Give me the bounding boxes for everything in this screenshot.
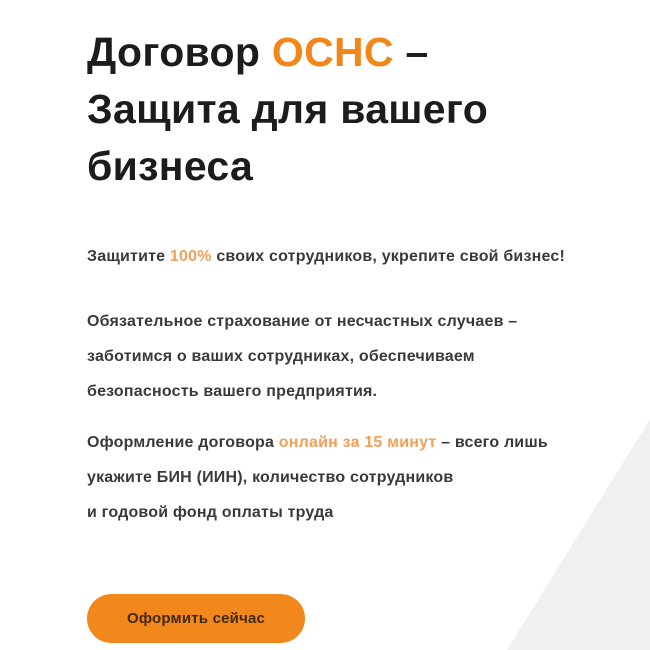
process-line-1 bbox=[87, 425, 607, 460]
intro-text-post: своих сотрудников, укрепите свой бизнес! bbox=[216, 248, 565, 265]
about-line-1: Обязательное страхование от несчастных случаев – bbox=[87, 313, 518, 330]
process-line-2: укажите БИН (ИИН), количество сотрудников bbox=[87, 469, 454, 486]
page-title bbox=[87, 24, 607, 195]
about-line-3: безопасность вашего предприятия. bbox=[87, 383, 378, 400]
highlight-online-15-min: онлайн за 15 минут bbox=[278, 434, 437, 451]
heading-line-3: бизнеса bbox=[87, 143, 254, 189]
process-text-post: – всего лишь bbox=[441, 434, 548, 451]
process-line-3: и годовой фонд оплаты труда bbox=[87, 504, 334, 521]
hero-section bbox=[87, 24, 607, 643]
heading-dash: – bbox=[405, 29, 429, 75]
heading-line-2: Защита для вашего bbox=[87, 86, 489, 132]
intro-text-pre: Защитите bbox=[87, 248, 166, 265]
about-paragraph bbox=[87, 304, 607, 409]
intro-paragraph bbox=[87, 239, 607, 274]
heading-accent-osns: ОСНС bbox=[271, 29, 394, 75]
process-paragraph bbox=[87, 425, 607, 530]
intro-line bbox=[87, 239, 607, 274]
about-line-2: заботимся о ваших сотрудниках, обеспечиваем bbox=[87, 348, 475, 365]
heading-text: Договор bbox=[87, 29, 261, 75]
apply-now-button[interactable]: Оформить сейчас bbox=[87, 594, 305, 643]
highlight-100-percent: 100% bbox=[169, 248, 212, 265]
process-text-pre: Оформление договора bbox=[87, 434, 275, 451]
